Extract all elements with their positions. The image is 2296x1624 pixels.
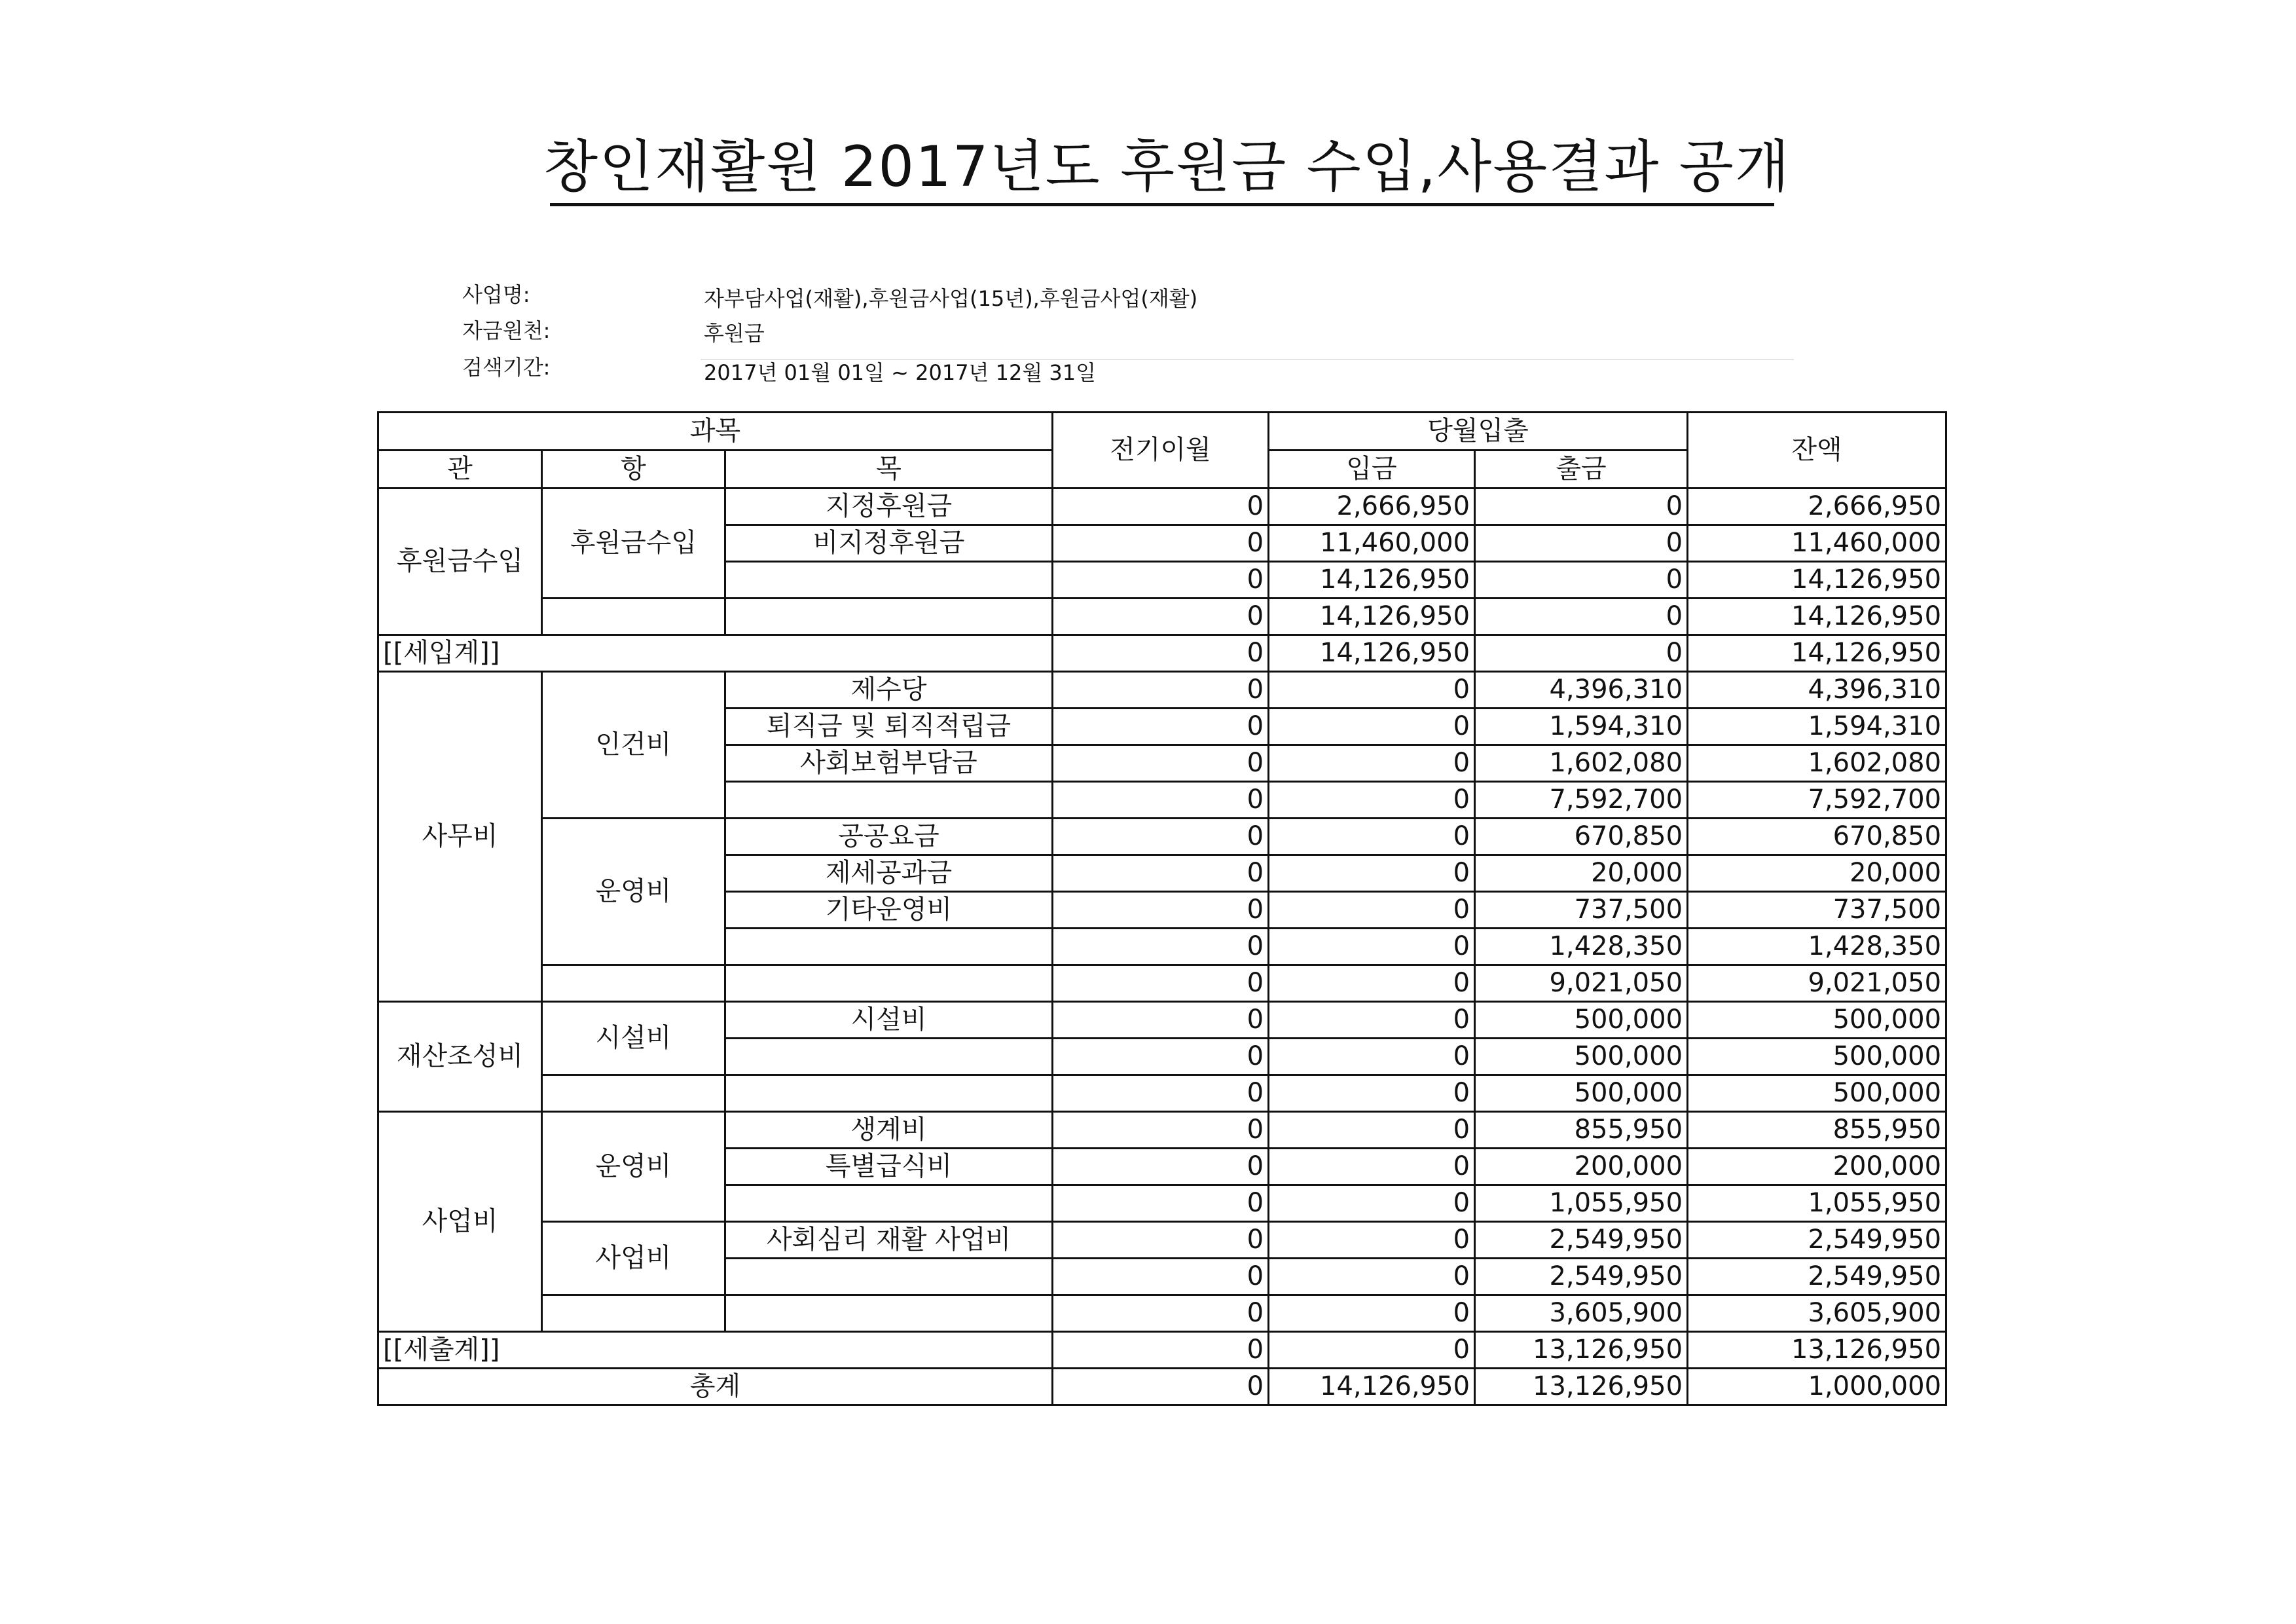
expense-total-row — [378, 1332, 1946, 1369]
deposit-cell: 0 — [1269, 819, 1475, 855]
deposit-cell: 2,666,950 — [1269, 489, 1475, 525]
deposit-cell: 11,460,000 — [1269, 525, 1475, 562]
withdrawal-cell: 855,950 — [1475, 1112, 1688, 1149]
carryover-cell: 0 — [1053, 635, 1269, 672]
carryover-cell: 0 — [1053, 782, 1269, 819]
expense-total-label: [[세출계]] — [378, 1332, 1053, 1369]
withdrawal-cell: 9,021,050 — [1475, 965, 1688, 1002]
deposit-cell: 0 — [1269, 1039, 1475, 1075]
header-gwan: 관 — [378, 451, 542, 489]
balance-cell: 2,549,950 — [1688, 1259, 1946, 1295]
gwan-cell: 사업비 — [378, 1112, 542, 1332]
mok-cell: 특별급식비 — [725, 1149, 1053, 1185]
hang-cell: 후원금수입 — [542, 489, 725, 599]
hang-cell — [542, 1295, 725, 1332]
withdrawal-cell: 20,000 — [1475, 855, 1688, 892]
deposit-cell: 0 — [1269, 1002, 1475, 1039]
table-row — [378, 672, 1946, 709]
deposit-cell: 0 — [1269, 892, 1475, 929]
gwan-cell: 후원금수입 — [378, 489, 542, 635]
ledger-table — [377, 411, 1947, 1406]
balance-cell: 14,126,950 — [1688, 562, 1946, 599]
withdrawal-cell: 1,594,310 — [1475, 709, 1688, 745]
mok-cell: 제수당 — [725, 672, 1053, 709]
mok-cell — [725, 599, 1053, 635]
withdrawal-cell: 2,549,950 — [1475, 1222, 1688, 1259]
deposit-cell: 0 — [1269, 672, 1475, 709]
withdrawal-cell: 1,602,080 — [1475, 745, 1688, 782]
balance-cell: 2,549,950 — [1688, 1222, 1946, 1259]
carryover-cell: 0 — [1053, 1259, 1269, 1295]
carryover-cell: 0 — [1053, 1075, 1269, 1112]
carryover-cell: 0 — [1053, 599, 1269, 635]
balance-cell: 7,592,700 — [1688, 782, 1946, 819]
table-row — [378, 599, 1946, 635]
carryover-cell: 0 — [1053, 1002, 1269, 1039]
balance-cell: 200,000 — [1688, 1149, 1946, 1185]
balance-cell: 20,000 — [1688, 855, 1946, 892]
table-row — [378, 1295, 1946, 1332]
mok-cell — [725, 1259, 1053, 1295]
carryover-cell: 0 — [1053, 1112, 1269, 1149]
withdrawal-cell: 500,000 — [1475, 1039, 1688, 1075]
hang-cell — [542, 599, 725, 635]
mok-cell: 지정후원금 — [725, 489, 1053, 525]
table-row — [378, 819, 1946, 855]
mok-cell — [725, 929, 1053, 965]
table-row — [378, 1075, 1946, 1112]
header-subject: 과목 — [378, 413, 1053, 451]
header-monthly: 당월입출 — [1269, 413, 1688, 451]
carryover-cell: 0 — [1053, 525, 1269, 562]
deposit-cell: 0 — [1269, 1075, 1475, 1112]
withdrawal-cell: 13,126,950 — [1475, 1369, 1688, 1405]
balance-cell: 11,460,000 — [1688, 525, 1946, 562]
withdrawal-cell: 500,000 — [1475, 1002, 1688, 1039]
carryover-cell: 0 — [1053, 709, 1269, 745]
mok-cell: 사회보험부담금 — [725, 745, 1053, 782]
balance-cell: 1,594,310 — [1688, 709, 1946, 745]
mok-cell: 시설비 — [725, 1002, 1053, 1039]
mok-cell — [725, 782, 1053, 819]
carryover-cell: 0 — [1053, 489, 1269, 525]
withdrawal-cell: 0 — [1475, 562, 1688, 599]
deposit-cell: 0 — [1269, 1332, 1475, 1369]
balance-cell: 1,602,080 — [1688, 745, 1946, 782]
mok-cell: 공공요금 — [725, 819, 1053, 855]
carryover-cell: 0 — [1053, 819, 1269, 855]
deposit-cell: 0 — [1269, 929, 1475, 965]
carryover-cell: 0 — [1053, 1295, 1269, 1332]
withdrawal-cell: 200,000 — [1475, 1149, 1688, 1185]
withdrawal-cell: 13,126,950 — [1475, 1332, 1688, 1369]
balance-cell: 14,126,950 — [1688, 599, 1946, 635]
balance-cell: 4,396,310 — [1688, 672, 1946, 709]
deposit-cell: 0 — [1269, 782, 1475, 819]
page-title: 창인재활원 2017년도 후원금 수입,사용결과 공개 — [543, 134, 1791, 200]
balance-cell: 670,850 — [1688, 819, 1946, 855]
hang-cell: 사업비 — [542, 1222, 725, 1295]
balance-cell: 500,000 — [1688, 1039, 1946, 1075]
deposit-cell: 0 — [1269, 1149, 1475, 1185]
deposit-cell: 14,126,950 — [1269, 562, 1475, 599]
mok-cell: 비지정후원금 — [725, 525, 1053, 562]
header-deposit: 입금 — [1269, 451, 1475, 489]
carryover-cell: 0 — [1053, 965, 1269, 1002]
carryover-cell: 0 — [1053, 562, 1269, 599]
mok-cell: 생계비 — [725, 1112, 1053, 1149]
mok-cell — [725, 1185, 1053, 1222]
grand-total-label: 총계 — [378, 1369, 1053, 1405]
mok-cell: 퇴직금 및 퇴직적립금 — [725, 709, 1053, 745]
carryover-cell: 0 — [1053, 892, 1269, 929]
mok-cell — [725, 1039, 1053, 1075]
withdrawal-cell: 1,428,350 — [1475, 929, 1688, 965]
gwan-cell: 사무비 — [378, 672, 542, 1002]
mok-cell: 기타운영비 — [725, 892, 1053, 929]
hang-cell — [542, 965, 725, 1002]
carryover-cell: 0 — [1053, 745, 1269, 782]
carryover-cell: 0 — [1053, 1149, 1269, 1185]
income-total-label: [[세입계]] — [378, 635, 1053, 672]
carryover-cell: 0 — [1053, 1369, 1269, 1405]
balance-cell: 9,021,050 — [1688, 965, 1946, 1002]
withdrawal-cell: 0 — [1475, 489, 1688, 525]
carryover-cell: 0 — [1053, 1039, 1269, 1075]
header-mok: 목 — [725, 451, 1053, 489]
deposit-cell: 14,126,950 — [1269, 599, 1475, 635]
table-row — [378, 965, 1946, 1002]
withdrawal-cell: 2,549,950 — [1475, 1259, 1688, 1295]
withdrawal-cell: 4,396,310 — [1475, 672, 1688, 709]
table-row — [378, 489, 1946, 525]
table-row — [378, 1112, 1946, 1149]
carryover-cell: 0 — [1053, 1332, 1269, 1369]
deposit-cell: 0 — [1269, 745, 1475, 782]
deposit-cell: 0 — [1269, 1112, 1475, 1149]
carryover-cell: 0 — [1053, 1222, 1269, 1259]
deposit-cell: 14,126,950 — [1269, 1369, 1475, 1405]
mok-cell — [725, 1295, 1053, 1332]
mok-cell — [725, 1075, 1053, 1112]
project-name-label: 사업명: — [462, 282, 530, 307]
fund-source-value: 후원금 — [704, 321, 765, 346]
balance-cell: 14,126,950 — [1688, 635, 1946, 672]
deposit-cell: 0 — [1269, 855, 1475, 892]
mok-cell: 제세공과금 — [725, 855, 1053, 892]
balance-cell: 3,605,900 — [1688, 1295, 1946, 1332]
table-row — [378, 1222, 1946, 1259]
balance-cell: 1,000,000 — [1688, 1369, 1946, 1405]
hang-cell: 운영비 — [542, 819, 725, 965]
mok-cell — [725, 965, 1053, 1002]
carryover-cell: 0 — [1053, 1185, 1269, 1222]
carryover-cell: 0 — [1053, 855, 1269, 892]
fund-source-label: 자금원천: — [462, 318, 551, 343]
header-withdrawal: 출금 — [1475, 451, 1688, 489]
withdrawal-cell: 3,605,900 — [1475, 1295, 1688, 1332]
deposit-cell: 0 — [1269, 709, 1475, 745]
balance-cell: 1,055,950 — [1688, 1185, 1946, 1222]
gwan-cell: 재산조성비 — [378, 1002, 542, 1112]
balance-cell: 13,126,950 — [1688, 1332, 1946, 1369]
mok-cell — [725, 562, 1053, 599]
table-row — [378, 1002, 1946, 1039]
hang-cell: 인건비 — [542, 672, 725, 819]
balance-cell: 500,000 — [1688, 1075, 1946, 1112]
withdrawal-cell: 1,055,950 — [1475, 1185, 1688, 1222]
carryover-cell: 0 — [1053, 929, 1269, 965]
balance-cell: 500,000 — [1688, 1002, 1946, 1039]
header-balance: 잔액 — [1688, 413, 1946, 489]
balance-cell: 855,950 — [1688, 1112, 1946, 1149]
carryover-cell: 0 — [1053, 672, 1269, 709]
header-hang: 항 — [542, 451, 725, 489]
search-period-value: 2017년 01월 01일 ~ 2017년 12월 31일 — [704, 360, 1097, 385]
deposit-cell: 14,126,950 — [1269, 635, 1475, 672]
title-underline — [550, 203, 1774, 206]
withdrawal-cell: 0 — [1475, 525, 1688, 562]
withdrawal-cell: 0 — [1475, 599, 1688, 635]
hang-cell: 운영비 — [542, 1112, 725, 1222]
deposit-cell: 0 — [1269, 1185, 1475, 1222]
withdrawal-cell: 670,850 — [1475, 819, 1688, 855]
withdrawal-cell: 737,500 — [1475, 892, 1688, 929]
balance-cell: 737,500 — [1688, 892, 1946, 929]
header-carryover: 전기이월 — [1053, 413, 1269, 489]
withdrawal-cell: 0 — [1475, 635, 1688, 672]
deposit-cell: 0 — [1269, 1295, 1475, 1332]
withdrawal-cell: 7,592,700 — [1475, 782, 1688, 819]
header-row — [378, 413, 1946, 451]
balance-cell: 2,666,950 — [1688, 489, 1946, 525]
hang-cell: 시설비 — [542, 1002, 725, 1075]
project-name-value: 자부담사업(재활),후원금사업(15년),후원금사업(재활) — [704, 286, 1198, 311]
deposit-cell: 0 — [1269, 965, 1475, 1002]
hang-cell — [542, 1075, 725, 1112]
deposit-cell: 0 — [1269, 1222, 1475, 1259]
balance-cell: 1,428,350 — [1688, 929, 1946, 965]
mok-cell: 사회심리 재활 사업비 — [725, 1222, 1053, 1259]
search-period-label: 검색기간: — [462, 355, 551, 380]
deposit-cell: 0 — [1269, 1259, 1475, 1295]
grand-total-row — [378, 1369, 1946, 1405]
income-total-row — [378, 635, 1946, 672]
withdrawal-cell: 500,000 — [1475, 1075, 1688, 1112]
